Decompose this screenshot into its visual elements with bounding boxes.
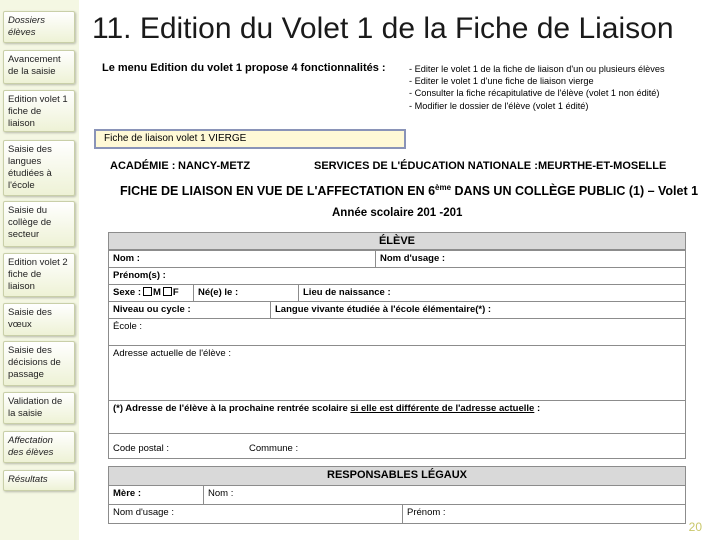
sidebar-item-dossiers-eleves[interactable]: Dossiers élèves	[3, 11, 75, 43]
field-adresse: Adresse actuelle de l'élève :	[108, 345, 686, 401]
commune-label: Commune :	[249, 443, 299, 454]
sidebar-nav	[0, 0, 79, 540]
form-heading	[120, 183, 698, 198]
form-heading-post: DANS UN COLLÈGE PUBLIC (1) – Volet 1	[451, 184, 699, 199]
sidebar-item-avancement-saisie[interactable]: Avancement de la saisie	[3, 50, 75, 84]
field-ecole: École :	[108, 318, 686, 346]
field-nom: Nom :	[108, 250, 376, 268]
adresse-rentree-colon: :	[534, 403, 541, 414]
intro-item: - Consulter la fiche récapitulative de l'élève (volet 1 non édité)	[409, 88, 660, 99]
form-heading-sup: ème	[435, 183, 452, 192]
field-code-postal-row	[108, 433, 686, 459]
academie-value: NANCY-METZ	[178, 160, 251, 172]
services-label: SERVICES DE L'ÉDUCATION NATIONALE :	[314, 160, 538, 172]
field-mere: Mère :	[108, 485, 204, 505]
field-prenoms: Prénom(s) :	[108, 267, 686, 285]
sidebar-item-resultats[interactable]: Résultats	[3, 470, 75, 491]
sexe-label: Sexe :	[113, 287, 141, 298]
field-prenom-resp: Prénom :	[402, 504, 686, 524]
field-mere-nom: Nom :	[203, 485, 686, 505]
adresse-rentree-text: (*) Adresse de l'élève à la prochaine rentrée scolaire	[113, 403, 351, 414]
field-sexe	[108, 284, 194, 302]
intro-feature-list	[409, 63, 709, 112]
sexe-m-checkbox	[143, 287, 152, 296]
academie-label: ACADÉMIE :	[110, 160, 176, 172]
blank-form-callout: Fiche de liaison volet 1 VIERGE	[94, 129, 406, 149]
form-heading-pre: FICHE DE LIAISON EN VUE DE L'AFFECTATION EN 6	[120, 184, 436, 199]
field-langue: Langue vivante étudiée à l'école élémentaire(*) :	[270, 301, 686, 319]
code-postal-label: Code postal :	[113, 443, 169, 454]
sexe-f-label: F	[172, 287, 179, 298]
field-nom-usage-resp: Nom d'usage :	[108, 504, 403, 524]
services-value: MEURTHE-ET-MOSELLE	[538, 160, 667, 172]
sidebar-item-validation-saisie[interactable]: Validation de la saisie	[3, 392, 75, 424]
intro-item: - Modifier le dossier de l'élève (volet 1 édité)	[409, 100, 589, 111]
sexe-f-checkbox	[163, 287, 172, 296]
field-lieu-naissance: Lieu de naissance :	[298, 284, 686, 302]
form-header	[108, 154, 699, 228]
sidebar-item-edition-volet2[interactable]: Edition volet 2 fiche de liaison	[3, 253, 75, 297]
field-adresse-rentree	[108, 400, 686, 434]
eleve-section-header: ÉLÈVE	[108, 232, 686, 250]
sexe-m-label: M	[153, 287, 161, 298]
sidebar-item-saisie-college-secteur[interactable]: Saisie du collège de secteur	[3, 201, 75, 247]
field-niveau: Niveau ou cycle :	[108, 301, 271, 319]
liaison-form-preview	[108, 154, 699, 540]
slide-title: 11. Edition du Volet 1 de la Fiche de Liaison	[92, 12, 674, 45]
responsables-section-header: RESPONSABLES LÉGAUX	[108, 466, 686, 486]
intro-item: - Editer le volet 1 de la fiche de liaison d'un ou plusieurs élèves	[409, 64, 665, 74]
sidebar-item-saisie-decisions[interactable]: Saisie des décisions de passage	[3, 341, 75, 386]
sidebar-item-edition-volet1[interactable]: Edition volet 1 fiche de liaison	[3, 90, 75, 132]
school-year: Année scolaire 201 -201	[332, 207, 463, 219]
sidebar-item-affectation-eleves[interactable]: Affectation des élèves	[3, 431, 75, 463]
field-ne-le: Né(e) le :	[193, 284, 299, 302]
field-nom-usage: Nom d'usage :	[375, 250, 686, 268]
sidebar-item-saisie-langues[interactable]: Saisie des langues étudiées à l'école	[3, 140, 75, 196]
intro-item: - Editer le volet 1 d'une fiche de liaison vierge	[409, 76, 594, 87]
page-number: 20	[688, 520, 702, 534]
adresse-rentree-underlined: si elle est différente de l'adresse actuelle	[350, 403, 535, 414]
intro-lead-text: Le menu Edition du volet 1 propose 4 fonctionnalités :	[102, 62, 386, 74]
sidebar-item-saisie-voeux[interactable]: Saisie des vœux	[3, 303, 75, 336]
